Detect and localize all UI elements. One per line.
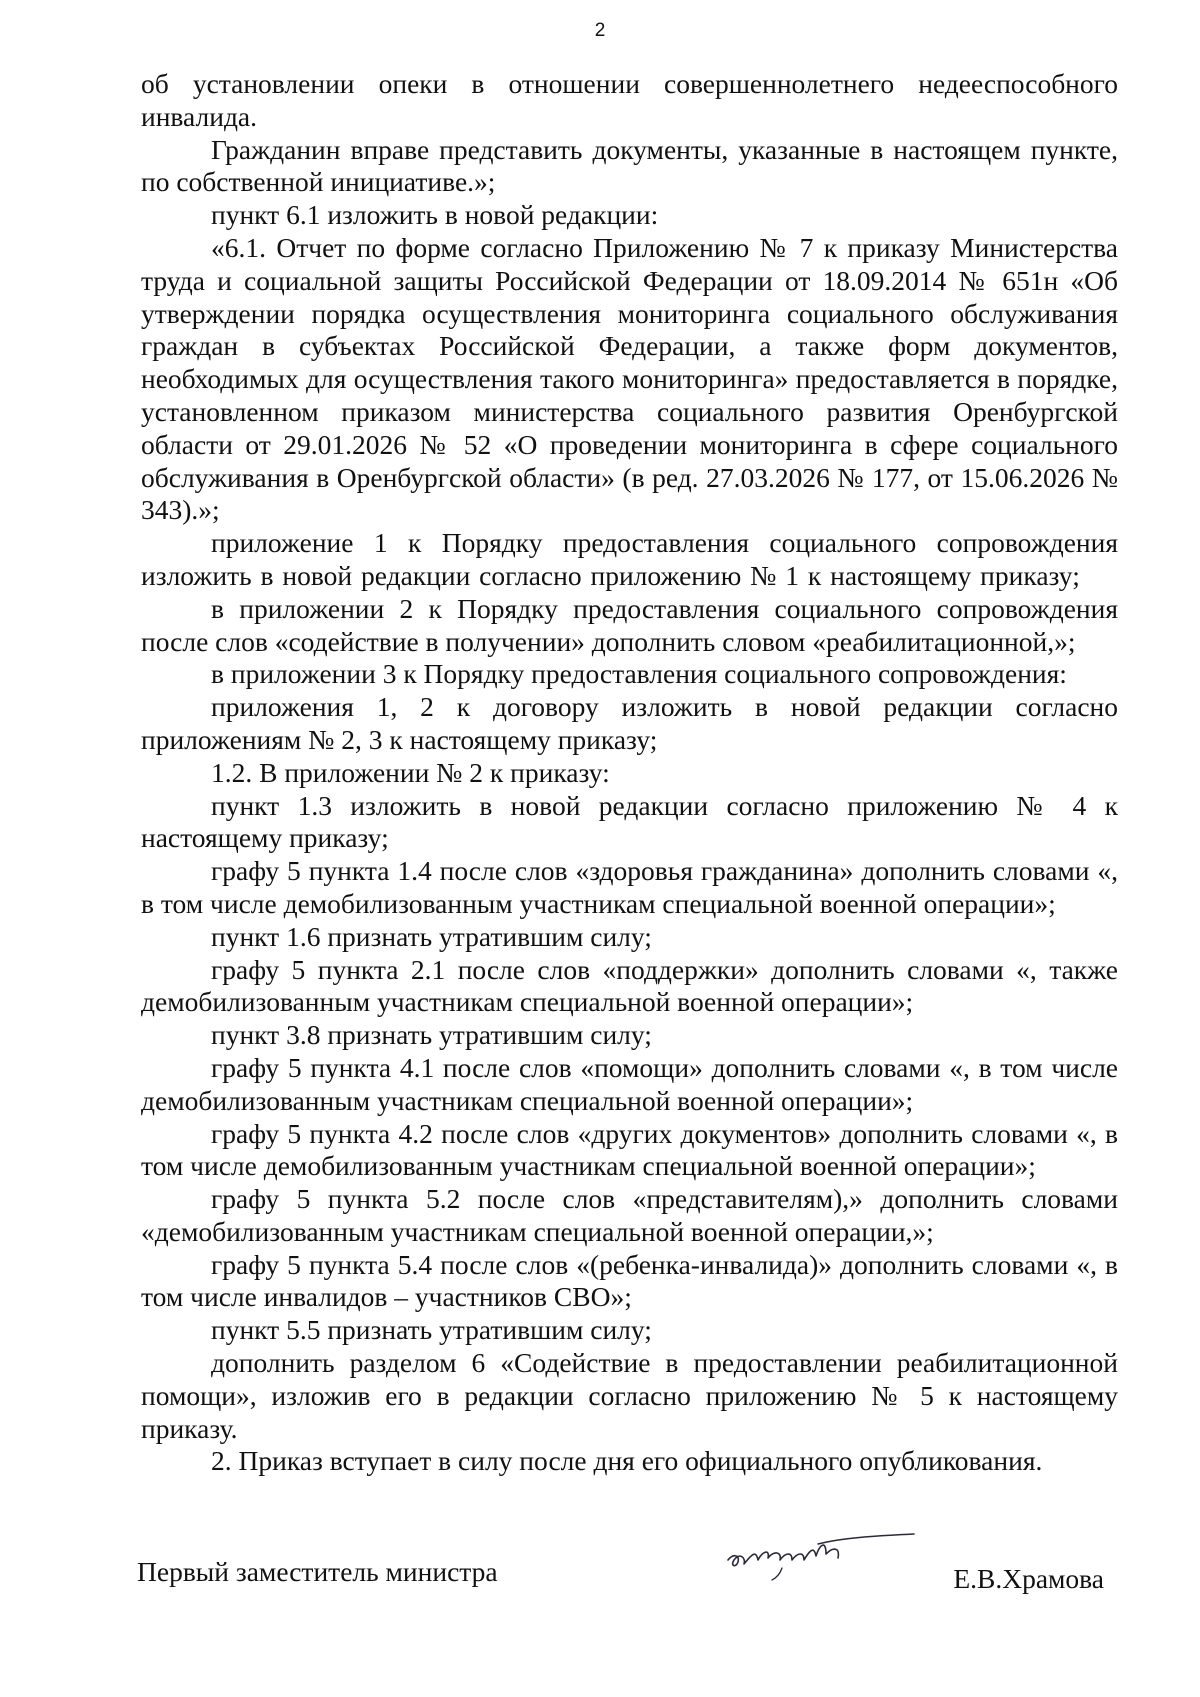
paragraph: графу 5 пункта 5.2 после слов «представителям),» дополнить словами «демобилизованным участникам специальной военной операции,»;	[141, 1183, 1118, 1247]
signer-role: Первый заместитель министра	[137, 1556, 498, 1587]
paragraph: пункт 5.5 признать утратившим силу;	[211, 1314, 652, 1346]
paragraph: графу 5 пункта 4.2 после слов «других документов» дополнить словами «, в том числе демобилизованным участникам специальной военной операции»;	[141, 1117, 1118, 1182]
paragraph: 1.2. В приложении № 2 к приказу:	[211, 756, 610, 788]
paragraph: графу 5 пункта 5.4 после слов «(ребенка-инвалида)» дополнить словами «, в том числе инвалидов – участников СВО»;	[141, 1248, 1118, 1313]
paragraph: пункт 6.1 изложить в новой редакции:	[211, 199, 659, 231]
paragraph-continuation: об установлении опеки в отношении совершеннолетнего недееспособного инвалида.	[141, 68, 1118, 132]
paragraph: пункт 3.8 признать утратившим силу;	[211, 1019, 652, 1051]
paragraph: в приложении 3 к Порядку предоставления социального сопровождения:	[211, 658, 1067, 690]
document-body	[141, 68, 1118, 1478]
paragraph: в приложении 2 к Порядку предоставления социального сопровождения после слов «содействие в получении» дополнить словом «реабилитационной,»;	[141, 592, 1118, 657]
paragraph: графу 5 пункта 1.4 после слов «здоровья гражданина» дополнить словами «, в том числе демобилизованным участникам специальной военной операции»;	[141, 855, 1118, 919]
paragraph: графу 5 пункта 2.1 после слов «поддержки» дополнить словами «, также демобилизованным участникам специальной военной операции»;	[141, 953, 1118, 1018]
paragraph: Гражданин вправе представить документы, указанные в настоящем пункте, по собственной инициативе.»;	[141, 133, 1118, 198]
paragraph: приложения 1, 2 к договору изложить в новой редакции согласно приложениям № 2, 3 к настоящему приказу;	[141, 691, 1118, 755]
paragraph: пункт 1.3 изложить в новой редакции согласно приложению № 4 к настоящему приказу;	[141, 789, 1118, 854]
paragraph: приложение 1 к Порядку предоставления социального сопровождения изложить в новой редакции согласно приложению № 1 к настоящему приказу;	[141, 527, 1118, 591]
signer-name: Е.В.Храмова	[953, 1563, 1104, 1594]
paragraph: дополнить разделом 6 «Содействие в предоставлении реабилитационной помощи», изложив его в редакции согласно приложению № 5 к настоящему приказу.	[141, 1347, 1118, 1444]
page-number: 2	[594, 20, 606, 41]
paragraph: 2. Приказ вступает в силу после дня его официального опубликования.	[211, 1445, 1043, 1477]
paragraph: пункт 1.6 признать утратившим силу;	[211, 920, 652, 952]
paragraph: «6.1. Отчет по форме согласно Приложению № 7 к приказу Министерства труда и социальной защиты Российской Федерации от 18.09.2014 № 651н «Об утверждении порядка осуществления мониторинга социального обслуживания граждан в субъектах Российской Федерации, а также форм документов, необходимых для осуществления такого мониторинга» предоставляется в порядке, установленном приказом министерства социального развития Оренбургской области от 29.01.2026 № 52 «О проведении мониторинга в сфере социального обслуживания в Оренбургской области» (в ред. 27.03.2026 № 177, от 15.06.2026 № 343).»;	[141, 231, 1118, 526]
paragraph: графу 5 пункта 4.1 после слов «помощи» дополнить словами «, в том числе демобилизованным участникам специальной военной операции»;	[141, 1051, 1118, 1116]
handwritten-signature	[722, 1524, 922, 1584]
